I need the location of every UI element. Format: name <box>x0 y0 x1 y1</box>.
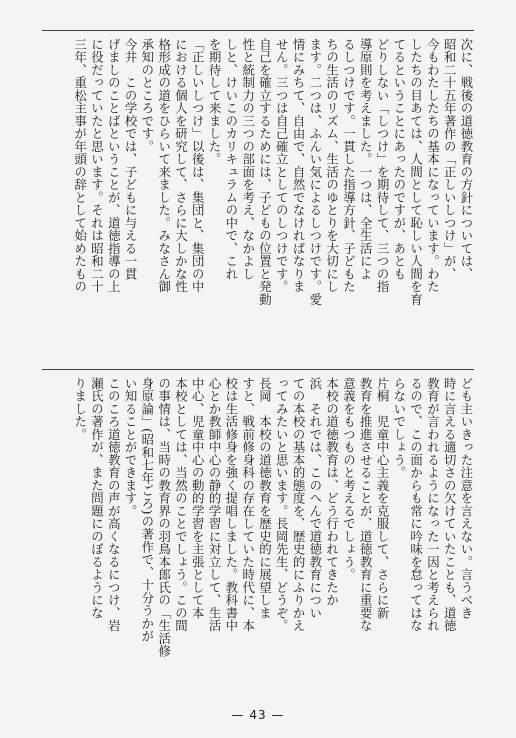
text-column: 昭和二十五年著作の「正しいしつけ」が、 <box>442 38 458 281</box>
text-column: 瀬氏の著作が、また問題にのぼるようにな <box>89 377 105 620</box>
text-column: 身原論」(昭和七年ごろ)の著作で、十分うかが <box>139 377 155 643</box>
text-column: い知ることができます。 <box>123 377 139 518</box>
middle-rule <box>42 369 474 370</box>
page-number: — 43 — <box>231 708 285 722</box>
text-column: しと、けいこのカリキュラムの中で、これ <box>223 38 239 281</box>
text-column: ての本校の基本的態度を、歴史的にふりかえ <box>291 377 307 632</box>
text-column: 本校の道徳教育は、どう行われてきたか <box>324 377 340 607</box>
lower-text-block <box>42 377 474 701</box>
text-column: したちの目あては、人間として恥しい人間を育 <box>408 38 424 306</box>
text-column: りました。 <box>72 377 88 441</box>
text-column: 三年、重松主事が年頭の辞として始めたもの <box>72 38 88 293</box>
top-rule <box>42 30 474 31</box>
text-column: ちの生活のリズム、生活のゆとりを大切にし <box>324 38 340 293</box>
text-column: に役だっていたと思います。それは昭和二十 <box>89 38 105 293</box>
text-column: 浜 それでは、このへんで道徳教育につい <box>307 377 323 620</box>
text-column: を期待して来ました。 <box>207 38 223 166</box>
text-column: 性と統制力の三つの部面を考え、なかよし <box>240 38 256 281</box>
text-column: どりしない「しつけ」を期待して、三つの指 <box>375 38 391 293</box>
text-column: ってみたいと思います。長岡先生、どうぞ。 <box>274 377 290 632</box>
text-column: 承知のところです。 <box>139 38 155 153</box>
text-column: 意義をもつものと考えるでしょう。 <box>341 377 357 581</box>
text-column: このころ道徳教育の声が高くなるにつけ、岩 <box>106 377 122 632</box>
text-column: 教育を推進させることが、道徳教育に重要な <box>358 377 374 632</box>
text-column: らないでしょう。 <box>391 377 407 479</box>
text-column: 「正しいしつけ」以後は、集団と、集団の中 <box>190 38 206 293</box>
text-column: 時に言える適切さの欠けていたことも、道徳 <box>442 377 458 632</box>
text-column: 長岡 本校の道徳教育を歴史的に展望しま <box>257 377 273 620</box>
text-column: 心とか教師中心の静的学習に対立して、生活 <box>207 377 223 632</box>
text-column: 次に、戦後の道徳教育の方針については、 <box>459 38 474 281</box>
text-column: 本校としては、当然のことでしょう。この間 <box>173 377 189 632</box>
text-column: るので、この面からも常に吟味を怠ってはな <box>408 377 424 632</box>
text-column: 導原則を考えました。一つは、全生活によ <box>358 38 374 281</box>
text-column: 格形成の道をひらいて来ました。みなさん御 <box>156 38 172 293</box>
upper-text-block <box>42 38 474 362</box>
text-column: 校は生活修身を強く提唱しました。教科書中 <box>223 377 239 632</box>
text-column: ます。二つは、ふんい気によるしつけです。愛 <box>307 38 323 306</box>
text-column: げましのことばということが、道徳指導の上 <box>106 38 122 293</box>
text-column: すと、戦前修身科の存在していた時代に、本 <box>240 377 256 632</box>
text-column: における個人を研究して、さらに大しかな性 <box>173 38 189 293</box>
text-column: るしつけです。一貫した指導方針、子どもた <box>341 38 357 293</box>
text-column: 今井 この学校では、子どもに与える一貫 <box>123 38 139 281</box>
text-column: せん。三つは自己確立としてのしつけです。 <box>274 38 290 293</box>
text-column: 教育が言われるようになった一因と考えられ <box>425 377 441 632</box>
text-column: 中心、児童中心の動的学習を主張として本 <box>190 377 206 620</box>
text-column: てるということにあったのですが、あとも <box>391 38 407 281</box>
text-column: の事情は、当時の教育界の羽鳥本郎氏の「生活修 <box>156 377 172 658</box>
text-column: 自己を確立するためには、子どもの位置と発動 <box>257 38 273 306</box>
text-column: ども主いきった注意を言えない。言うべき <box>459 377 474 620</box>
text-column: 今もわたしたちの基本になっています。わた <box>425 38 441 293</box>
text-column: 片桐 児童中心主義を克服して、さらに新 <box>375 377 391 620</box>
text-column: 情にみちて、自由で、自然でなければなりま <box>291 38 307 293</box>
